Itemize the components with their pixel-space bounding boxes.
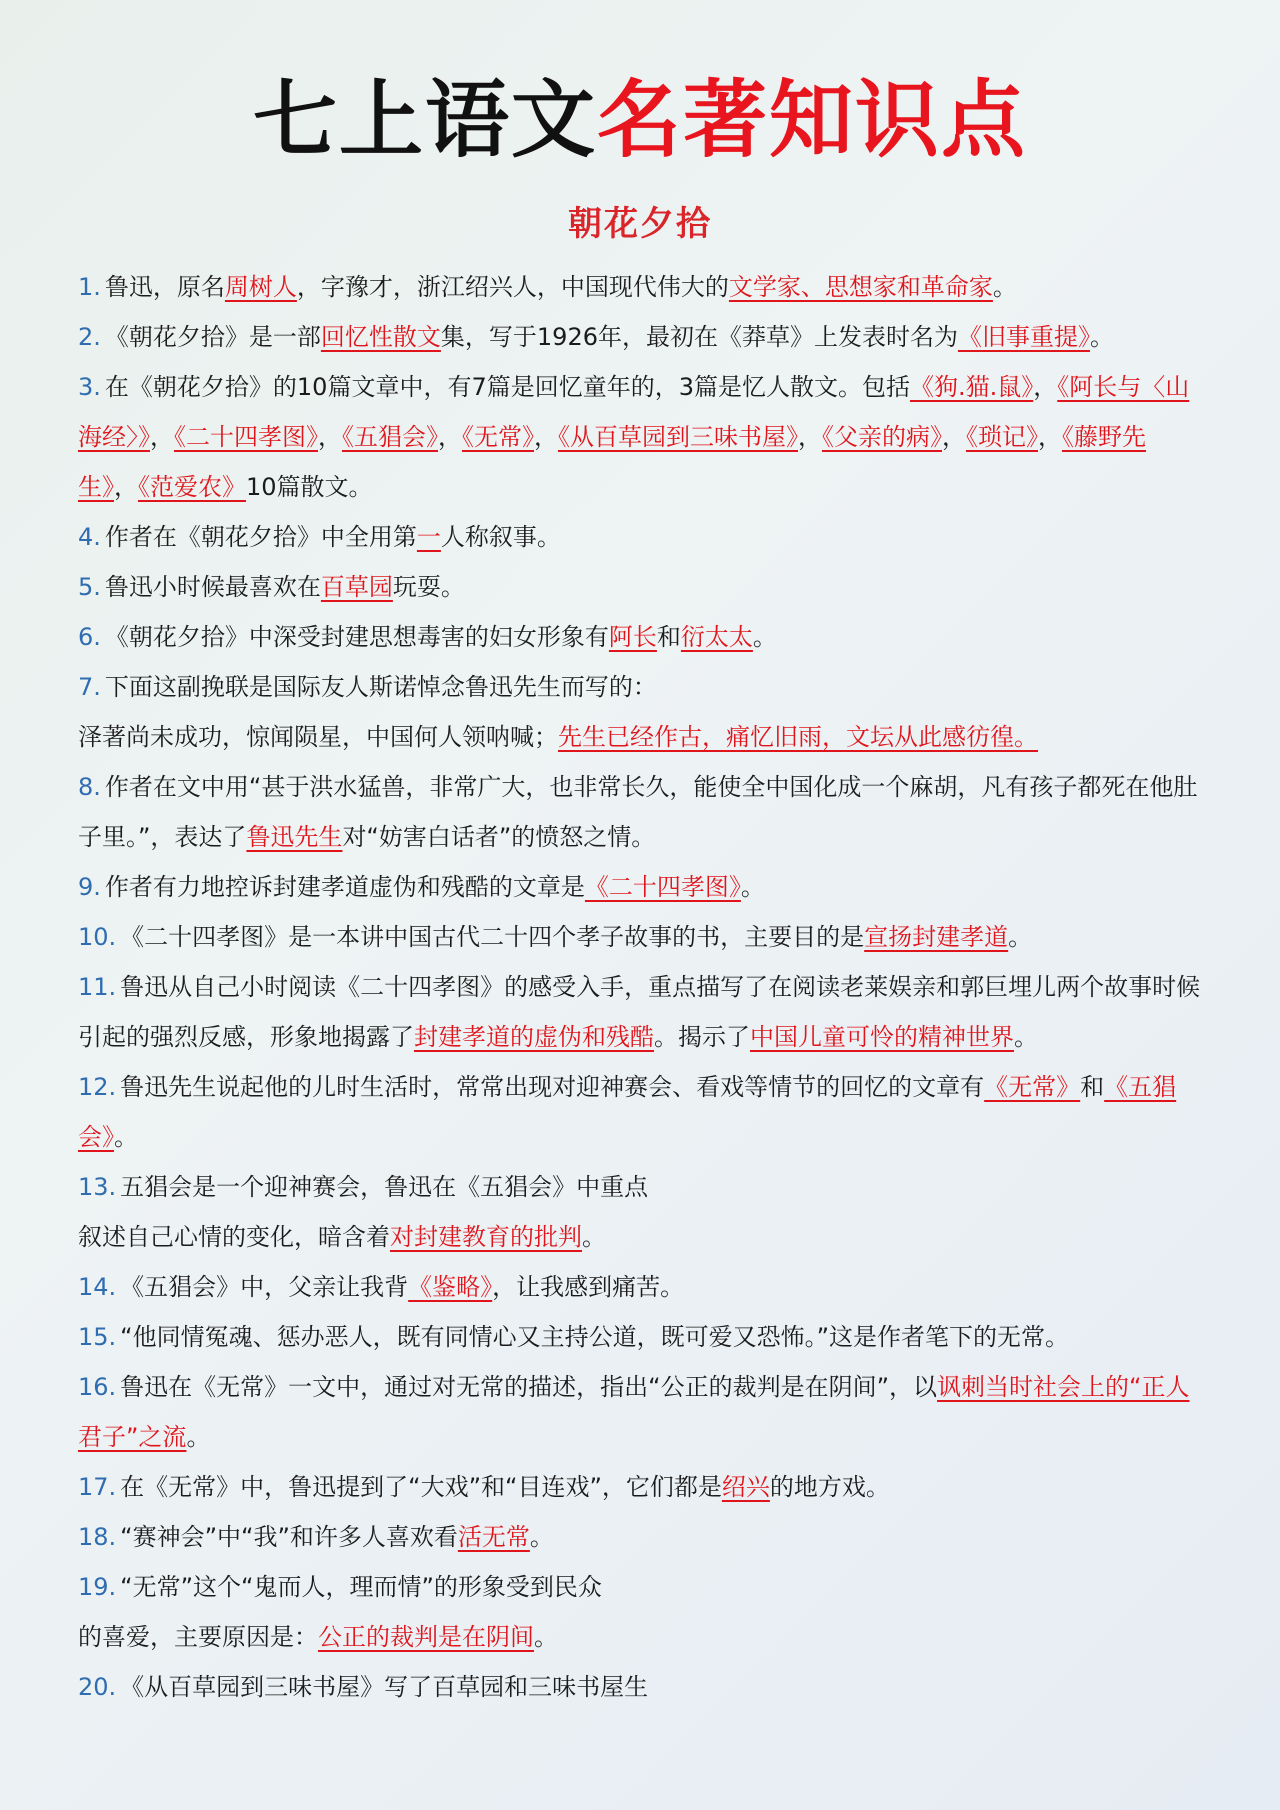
item-number: 18.: [78, 1523, 117, 1551]
answer-text: 回忆性散文: [320, 323, 441, 351]
item-text: 作者在文中用“甚于洪水猛兽，非常广大，也非常长久，能使全中国化成一个麻胡，凡有孩子都死在他肚子里。”，表达了: [78, 773, 1198, 851]
item-text: 。: [529, 1523, 554, 1551]
list-item: [78, 1512, 1202, 1562]
item-text: 集，写于1926年，最初在《莽草》上发表时名为: [440, 323, 958, 351]
answer-text: 《琐记》: [966, 423, 1038, 451]
list-item: [78, 512, 1202, 562]
page-subtitle: 朝花夕拾: [568, 204, 712, 244]
item-text: 鲁迅，原名: [104, 273, 225, 301]
list-item: [78, 612, 1202, 662]
knowledge-list: [78, 262, 1202, 1712]
item-text: 《从百草园到三味书屋》写了百草园和三味书屋生: [120, 1673, 649, 1701]
item-text: ，: [1038, 423, 1062, 451]
item-text: 。: [114, 1123, 138, 1151]
list-item: [78, 312, 1202, 362]
item-text: “他同情冤魂、惩办恶人，既有同情心又主持公道，既可爱又恐怖。”这是作者笔下的无常。: [120, 1323, 1070, 1351]
item-number: 6.: [78, 623, 101, 651]
item-number: 15.: [78, 1323, 117, 1351]
answer-text: 《藤野先生》: [78, 423, 1146, 501]
answer-text: 《二十四孝图》: [584, 873, 741, 901]
item-text: “赛神会”中“我”和许多人喜欢看: [120, 1523, 458, 1551]
item-text: ，让我感到痛苦。: [492, 1273, 685, 1301]
item-number: 19.: [78, 1573, 117, 1601]
item-text: ，字豫才，浙江绍兴人，中国现代伟大的: [296, 273, 729, 301]
answer-text: 百草园: [320, 573, 393, 601]
item-text: 《二十四孝图》是一本讲中国古代二十四个孝子故事的书，主要目的是: [120, 923, 865, 951]
list-item: [78, 1162, 1202, 1212]
answer-text: 封建孝道的虚伪和残酷: [414, 1023, 654, 1051]
item-text: 。揭示了: [654, 1023, 750, 1051]
answer-text: 一: [416, 523, 441, 551]
list-item: [78, 862, 1202, 912]
item-number: 3.: [78, 373, 101, 401]
item-text: 。: [582, 1223, 606, 1251]
item-number: 7.: [78, 673, 101, 701]
item-text: 鲁迅先生说起他的儿时生活时，常常出现对迎神赛会、看戏等情节的回忆的文章有: [120, 1073, 985, 1101]
item-text: 的地方戏。: [769, 1473, 890, 1501]
item-text: 下面这副挽联是国际友人斯诺悼念鲁迅先生而写的：: [104, 673, 657, 701]
answer-text: 《二十四孝图》: [174, 423, 318, 451]
item-text: 。: [992, 273, 1017, 301]
item-text: 作者有力地控诉封建孝道虚伪和残酷的文章是: [104, 873, 585, 901]
item-text: 对“妨害白话者”的愤怒之情。: [342, 823, 656, 851]
item-text: 《五猖会》中，父亲让我背: [120, 1273, 409, 1301]
answer-text: 《范爱农》: [138, 473, 246, 501]
answer-text: 公正的裁判是在阴间: [318, 1623, 534, 1651]
answer-text: 绍兴: [721, 1473, 770, 1501]
item-number: 17.: [78, 1473, 117, 1501]
item-number: 8.: [78, 773, 101, 801]
answer-text: 对封建教育的批判: [390, 1223, 582, 1251]
item-number: 10.: [78, 923, 117, 951]
item-text: ，: [438, 423, 462, 451]
list-item: [78, 1062, 1202, 1162]
item-number: 11.: [78, 973, 117, 1001]
list-item: [78, 1562, 1202, 1612]
answer-text: 讽刺当时社会上的“正人君子”之流: [78, 1373, 1190, 1451]
answer-text: 《阿长与〈山海经〉》: [78, 373, 1190, 451]
title-black-part: 七上语文: [252, 70, 597, 169]
item-text: 五猖会是一个迎神赛会，鲁迅在《五猖会》中重点: [120, 1173, 649, 1201]
title-red-part: 名著知识点: [597, 70, 1028, 169]
item-text: 在《朝花夕拾》的10篇文章中，有7篇是回忆童年的，3篇是忆人散文。包括: [104, 373, 910, 401]
item-number: 13.: [78, 1173, 117, 1201]
item-number: 12.: [78, 1073, 117, 1101]
item-text: ，: [798, 423, 822, 451]
item-number: 16.: [78, 1373, 117, 1401]
item-text: 泽著尚未成功，惊闻陨星，中国何人领呐喊；: [78, 723, 558, 751]
item-text: 鲁迅从自己小时阅读《二十四孝图》的感受入手，重点描写了在阅读老莱娱亲和郭巨埋儿两个故事时候引起的强烈反感，形象地揭露了: [78, 973, 1201, 1051]
list-item: [78, 712, 1202, 762]
item-text: 。: [1089, 323, 1114, 351]
list-item: [78, 912, 1202, 962]
item-number: 9.: [78, 873, 101, 901]
item-number: 4.: [78, 523, 101, 551]
item-text: 在《无常》中，鲁迅提到了“大戏”和“目连戏”，它们都是: [120, 1473, 722, 1501]
item-text: ，: [150, 423, 174, 451]
answer-text: 文学家、思想家和革命家: [728, 273, 993, 301]
item-text: ，: [318, 423, 342, 451]
item-text: 《朝花夕拾》是一部: [104, 323, 321, 351]
item-text: 。: [740, 873, 765, 901]
answer-text: 《五猖会》: [78, 1073, 1177, 1151]
item-number: 14.: [78, 1273, 117, 1301]
item-text: 和: [1080, 1073, 1105, 1101]
list-item: [78, 262, 1202, 312]
list-item: [78, 362, 1202, 512]
item-text: 。: [186, 1423, 211, 1451]
item-text: 。: [1008, 923, 1033, 951]
item-text: ，: [1033, 373, 1058, 401]
answer-text: 周树人: [224, 273, 297, 301]
answer-text: 宣扬封建孝道: [864, 923, 1009, 951]
answer-text: 《五猖会》: [342, 423, 438, 451]
answer-text: 《无常》: [984, 1073, 1081, 1101]
item-text: 的喜爱，主要原因是：: [78, 1623, 318, 1651]
answer-text: 鲁迅先生: [246, 823, 343, 851]
list-item: [78, 1362, 1202, 1462]
item-text: 。: [534, 1623, 558, 1651]
answer-text: 阿长: [608, 623, 657, 651]
answer-text: 《从百草园到三味书屋》: [558, 423, 798, 451]
item-text: 鲁迅在《无常》一文中，通过对无常的描述，指出“公正的裁判是在阴间”，以: [120, 1373, 938, 1401]
item-text: 和: [656, 623, 681, 651]
answer-text: 中国儿童可怜的精神世界: [750, 1023, 1014, 1051]
item-number: 1.: [78, 273, 101, 301]
answer-text: 衍太太: [680, 623, 753, 651]
item-text: ，: [534, 423, 558, 451]
answer-text: 《鉴略》: [408, 1273, 493, 1301]
answer-text: 《父亲的病》: [822, 423, 942, 451]
answer-text: 《狗.猫.鼠》: [909, 373, 1034, 401]
item-text: ，: [942, 423, 966, 451]
answer-text: 活无常: [457, 1523, 530, 1551]
item-text: 10篇散文。: [246, 473, 373, 501]
list-item: [78, 1262, 1202, 1312]
item-text: 鲁迅小时候最喜欢在: [104, 573, 321, 601]
list-item: [78, 1312, 1202, 1362]
answer-text: 先生已经作古，痛忆旧雨，文坛从此感彷徨。: [558, 723, 1038, 751]
item-number: 20.: [78, 1673, 117, 1701]
item-text: 。: [1014, 1023, 1038, 1051]
list-item: [78, 1212, 1202, 1262]
item-text: ，: [114, 473, 138, 501]
list-item: [78, 762, 1202, 862]
list-item: [78, 662, 1202, 712]
list-item: [78, 1462, 1202, 1512]
answer-text: 《无常》: [462, 423, 534, 451]
item-text: 人称叙事。: [440, 523, 561, 551]
list-item: [78, 1662, 1202, 1712]
answer-text: 《旧事重提》: [957, 323, 1090, 351]
list-item: [78, 962, 1202, 1062]
item-number: 5.: [78, 573, 101, 601]
item-text: 作者在《朝花夕拾》中全用第: [104, 523, 417, 551]
item-text: 。: [752, 623, 777, 651]
list-item: [78, 1612, 1202, 1662]
list-item: [78, 562, 1202, 612]
item-text: 玩耍。: [392, 573, 465, 601]
item-text: “无常”这个“鬼而人，理而情”的形象受到民众: [120, 1573, 602, 1601]
item-text: 《朝花夕拾》中深受封建思想毒害的妇女形象有: [104, 623, 609, 651]
page-title: [0, 70, 1280, 169]
item-number: 2.: [78, 323, 101, 351]
item-text: 叙述自己心情的变化，暗含着: [78, 1223, 390, 1251]
